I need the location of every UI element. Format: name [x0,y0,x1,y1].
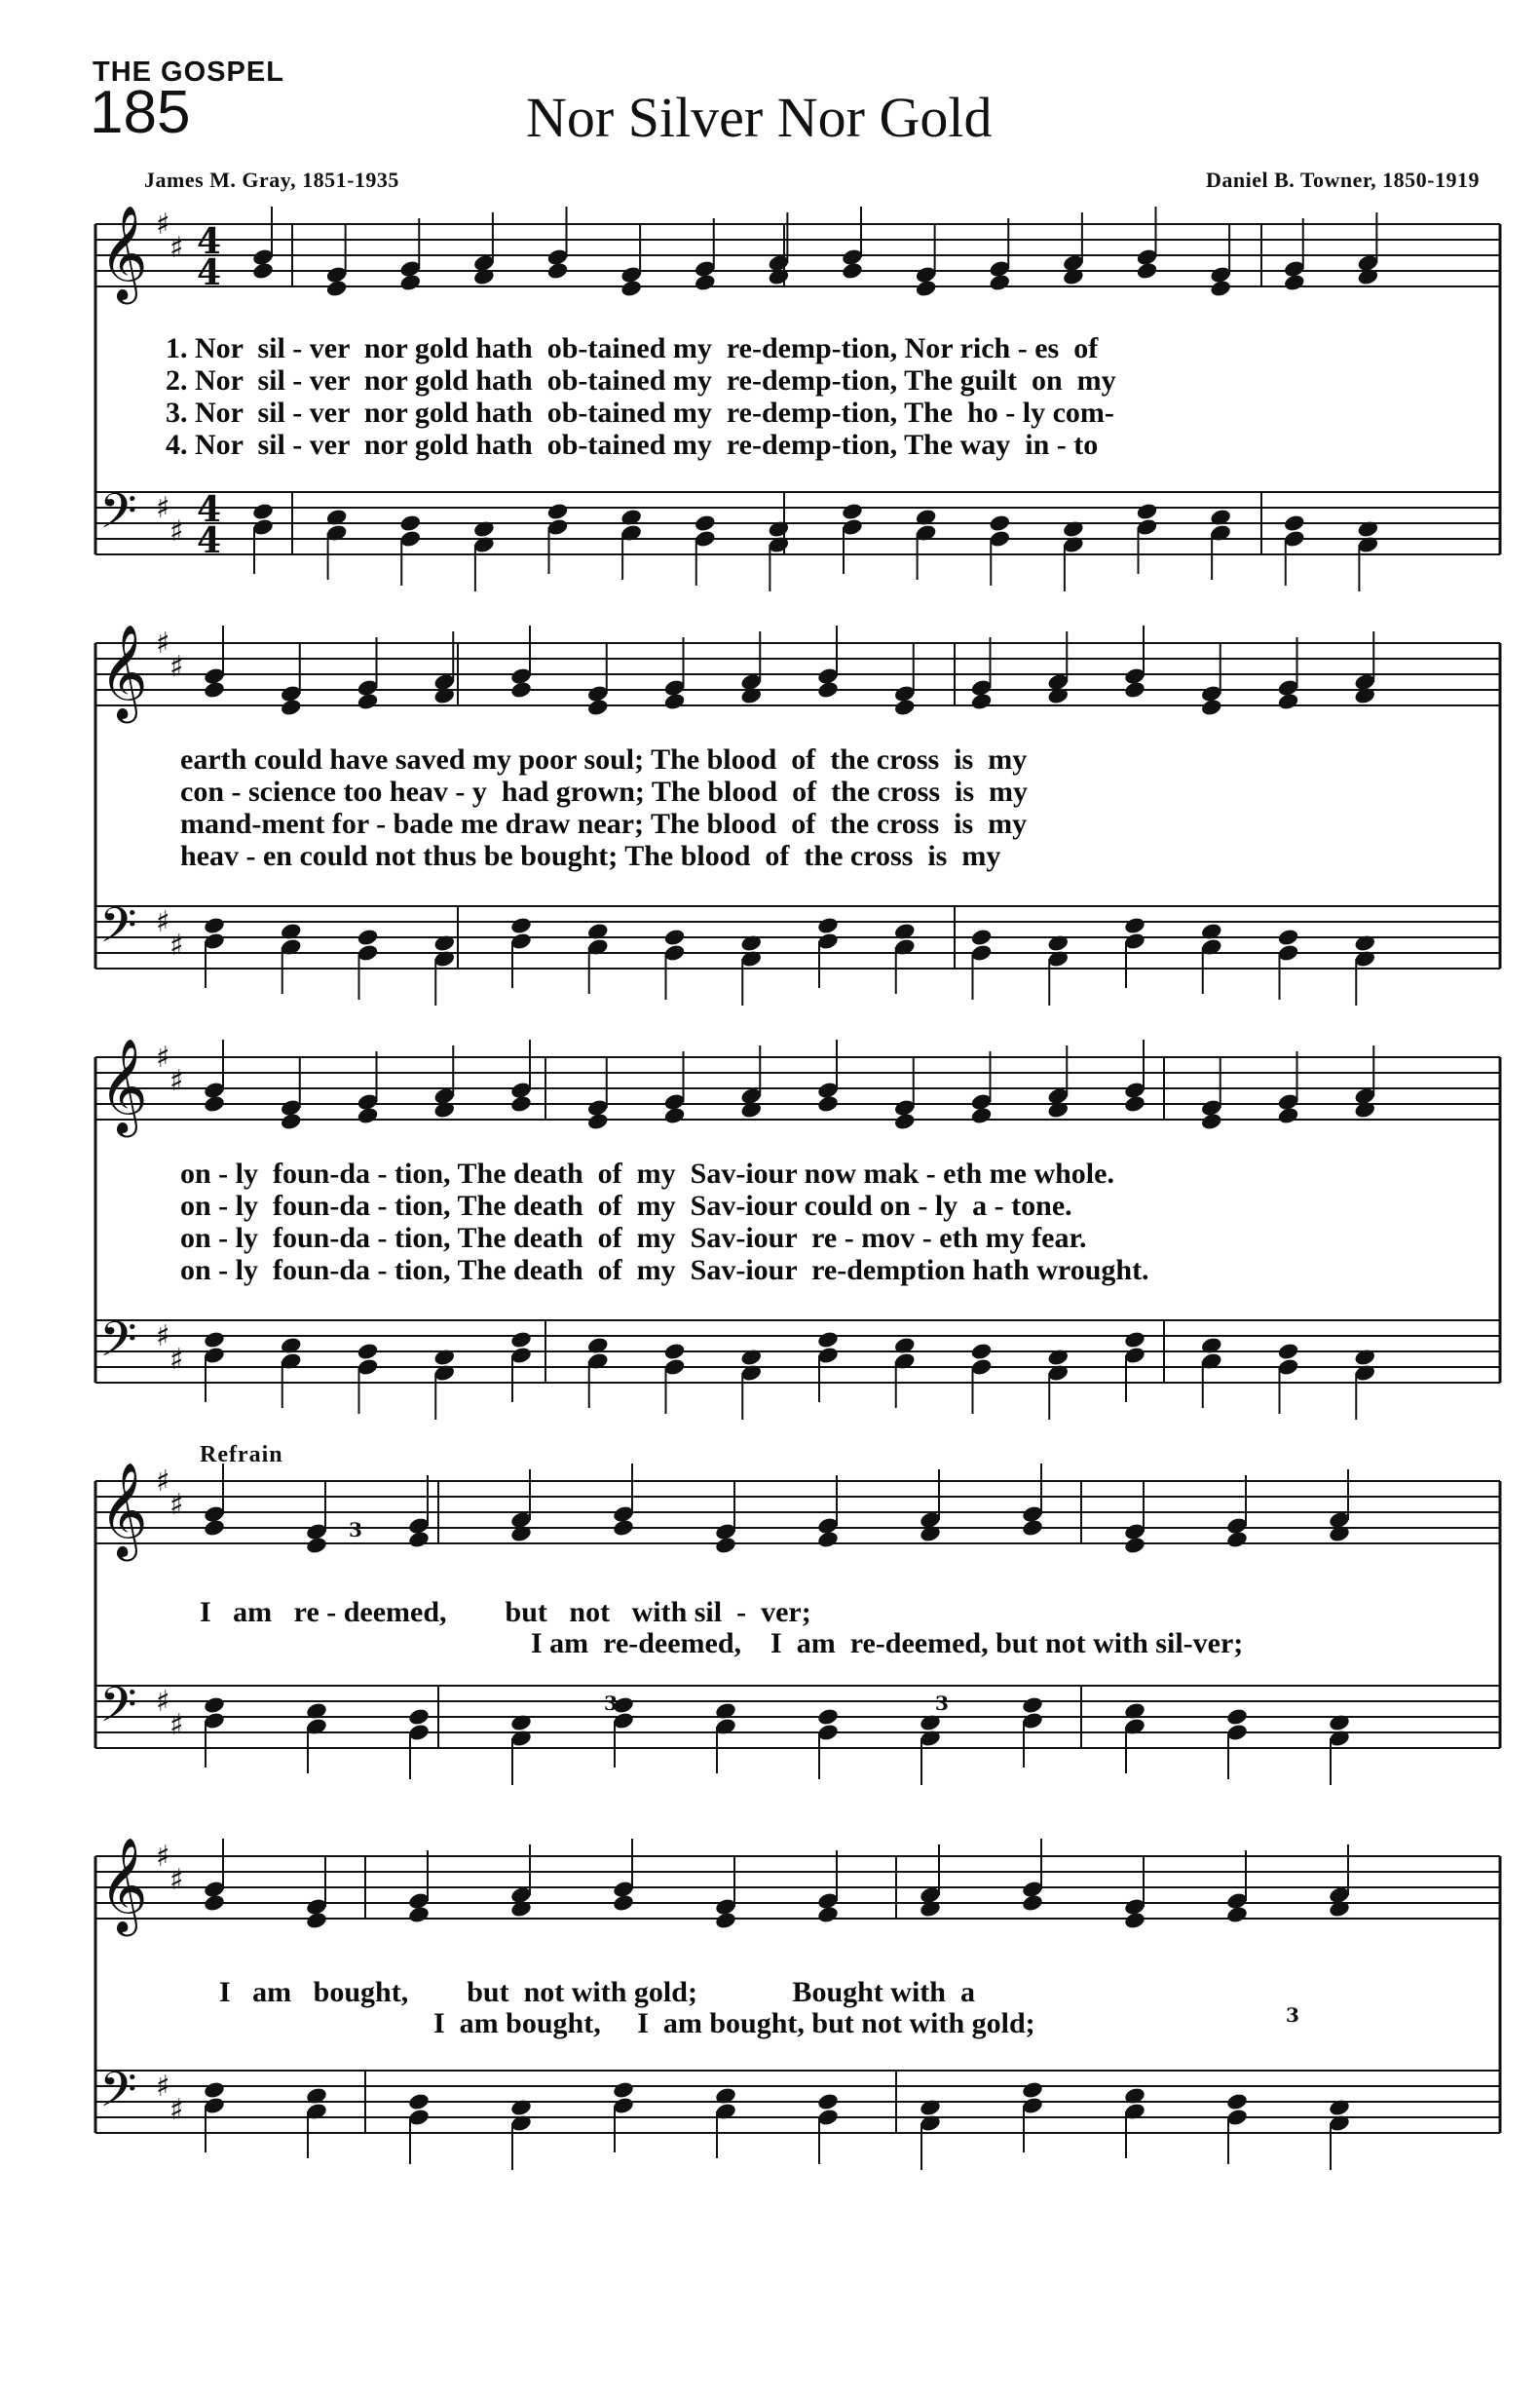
time-signature: 4 [197,221,222,262]
note-head [816,1530,840,1549]
triplet-mark: 3 [604,1692,618,1715]
refrain-lyric-lower: I am re-deemed, I am re-deemed, but not with sil-ver; [531,1627,1244,1659]
note-head [1209,279,1232,298]
note-head [714,1536,737,1555]
note-head [816,1330,840,1350]
note-head [251,502,275,521]
key-sharp: ♯ [169,1863,184,1897]
triplet-mark: 3 [1286,2003,1299,2027]
note-head [1021,1695,1044,1715]
note-head [1021,1893,1044,1913]
note-head [1123,1094,1146,1114]
note-head [816,1707,840,1727]
treble-clef: 𝄞 [99,1038,148,1133]
note-head [970,1342,994,1361]
note-head [663,692,687,711]
lyric-s1-v2: 2. Nor sil - ver nor gold hath ob-tained my re-demp-tion, The guilt on my [166,364,1116,397]
key-sharp: ♯ [169,2093,184,2127]
section-label: THE GOSPEL [93,57,284,88]
key-sharp: ♯ [169,1343,184,1377]
note-head [280,1112,303,1131]
note-head [357,1342,380,1361]
note-head [1277,692,1300,711]
treble-clef: 𝄞 [99,205,148,300]
note-head [407,1707,431,1727]
triplet-mark: 3 [349,1518,362,1541]
bass-clef: 𝄢 [99,897,137,966]
key-sharp: ♯ [156,627,170,661]
note-head [970,928,994,947]
lyric-s2-v3: mand-ment for - bade me draw near; The blood of the cross is my [180,808,1028,840]
note-head [251,261,275,281]
bass-clef: 𝄢 [99,2062,137,2130]
note-head [407,1530,431,1549]
note-head [407,2092,431,2111]
note-head [663,928,687,947]
note-head [988,273,1011,292]
note-head [509,1094,533,1114]
note-head [1123,1330,1146,1350]
note-head [1123,1911,1146,1930]
note-head [305,1911,328,1930]
note-head [1277,1342,1300,1361]
note-head [203,1893,226,1913]
words-credit: James M. Gray, 1851-1935 [144,168,399,192]
key-sharp: ♯ [169,1064,184,1098]
key-sharp: ♯ [156,1464,170,1499]
refrain-label: Refrain [200,1442,283,1467]
key-sharp: ♯ [156,1041,170,1075]
note-head [694,513,717,533]
key-sharp: ♯ [156,2070,170,2104]
note-head [398,513,422,533]
bass-clef: 𝄢 [99,1677,137,1745]
treble-clef: 𝄞 [99,1837,148,1932]
hymn-title: Nor Silver Nor Gold [526,86,993,149]
note-head [1225,1530,1249,1549]
note-head [1277,928,1300,947]
note-head [1123,680,1146,700]
triplet-mark: 3 [935,1692,949,1715]
note-head [1021,1518,1044,1538]
note-head [663,1342,687,1361]
music-credit: Daniel B. Towner, 1850-1919 [1205,168,1480,192]
note-head [1136,502,1159,521]
note-head [841,261,864,281]
lyric-s2-v1: earth could have saved my poor soul; The blood of the cross is my [180,743,1028,776]
key-sharp: ♯ [156,905,170,939]
note-head [1200,698,1223,717]
note-head [612,2080,635,2100]
key-sharp: ♯ [156,1840,170,1874]
time-signature: 4 [197,489,222,530]
note-head [203,1518,226,1538]
note-head [1021,2080,1044,2100]
note-head [1277,1106,1300,1125]
treble-clef: 𝄞 [99,624,148,719]
hymn-number: 185 [90,79,191,146]
refrain-lyric-lower-2: I am bought, I am bought, but not with gold; [433,2007,1035,2039]
note-head [816,916,840,935]
note-head [203,1330,226,1350]
note-head [620,279,643,298]
key-sharp: ♯ [169,650,184,684]
note-head [1225,1707,1249,1727]
note-head [203,2080,226,2100]
key-sharp: ♯ [156,1685,170,1719]
lyric-s3-v2: on - ly foun-da - tion, The death of my Sav-iour could on - ly a - tone. [180,1190,1072,1222]
note-head [586,1112,610,1131]
note-head [357,928,380,947]
lyric-s3-v3: on - ly foun-da - tion, The death of my Sav-iour re - mov - eth my fear. [180,1222,1087,1254]
note-head [988,513,1011,533]
note-head [398,273,422,292]
note-head [305,1536,328,1555]
note-head [546,502,570,521]
note-head [970,692,994,711]
note-head [586,698,610,717]
note-head [816,1094,840,1114]
note-head [357,1106,380,1125]
note-head [663,1106,687,1125]
time-signature: 4 [197,252,222,293]
key-sharp: ♯ [169,929,184,963]
note-head [1123,916,1146,935]
refrain-lyric-upper-2: I am bought, but not with gold; Bought with a [219,1976,975,2008]
note-head [893,1112,917,1131]
note-head [203,1094,226,1114]
note-head [1225,2092,1249,2111]
key-sharp: ♯ [169,514,184,549]
note-head [546,261,570,281]
note-head [1283,513,1306,533]
bass-clef: 𝄢 [99,483,137,551]
time-signature: 4 [197,520,222,561]
note-head [816,1905,840,1924]
key-sharp: ♯ [156,491,170,525]
note-head [816,680,840,700]
note-head [694,273,717,292]
note-head [714,1911,737,1930]
key-sharp: ♯ [169,231,184,265]
lyric-s3-v1: on - ly foun-da - tion, The death of my Sav-iour now mak - eth me whole. [180,1158,1114,1190]
note-head [203,1695,226,1715]
key-sharp: ♯ [169,1488,184,1522]
note-head [280,698,303,717]
note-head [203,680,226,700]
lyric-s1-v4: 4. Nor sil - ver nor gold hath ob-tained my re-demp-tion, The way in - to [166,429,1099,461]
note-head [357,692,380,711]
note-head [407,1905,431,1924]
lyric-s3-v4: on - ly foun-da - tion, The death of my Sav-iour re-demption hath wrought. [180,1254,1149,1286]
refrain-lyric-upper: I am re - deemed, but not with sil - ver; [200,1596,811,1628]
note-head [203,916,226,935]
note-head [325,279,349,298]
note-head [1200,1112,1223,1131]
note-head [509,680,533,700]
key-sharp: ♯ [169,1708,184,1742]
lyric-s2-v4: heav - en could not thus be bought; The blood of the cross is my [180,840,1001,872]
note-head [970,1106,994,1125]
note-head [509,1330,533,1350]
note-head [1225,1905,1249,1924]
note-head [612,1893,635,1913]
lyric-s1-v1: 1. Nor sil - ver nor gold hath ob-tained my re-demp-tion, Nor rich - es of [166,332,1099,364]
note-head [1283,273,1306,292]
treble-clef: 𝄞 [99,1462,148,1557]
key-sharp: ♯ [156,208,170,242]
note-head [915,279,938,298]
note-head [612,1518,635,1538]
note-head [841,502,864,521]
note-head [509,916,533,935]
lyric-s1-v3: 3. Nor sil - ver nor gold hath ob-tained my re-demp-tion, The ho - ly com- [166,397,1114,429]
note-head [1136,261,1159,281]
key-sharp: ♯ [156,1319,170,1353]
note-head [816,2092,840,2111]
note-head [893,698,917,717]
lyric-s2-v2: con - science too heav - y had grown; The blood of the cross is my [180,776,1028,808]
bass-clef: 𝄢 [99,1312,137,1380]
note-head [1123,1536,1146,1555]
